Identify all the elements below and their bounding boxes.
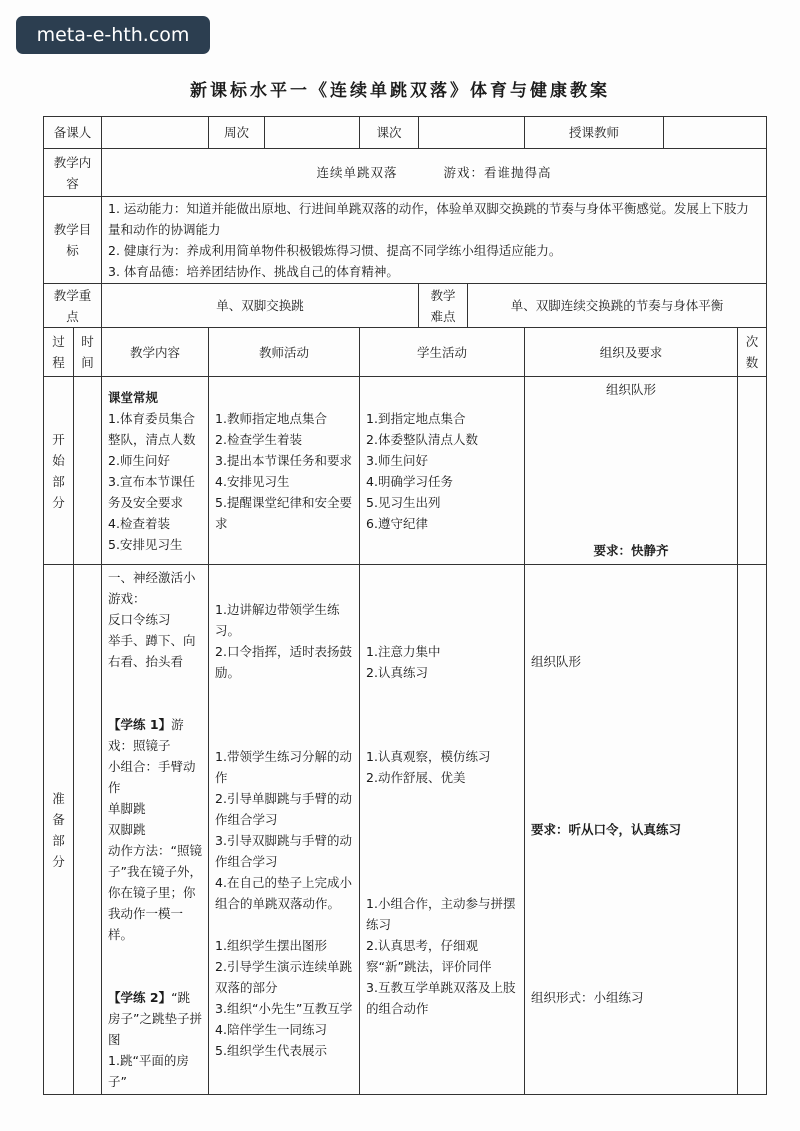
start-org-title: 组织队形 <box>606 381 657 397</box>
col-count: 次数 <box>738 328 767 377</box>
start-student-line: 5.见习生出列 <box>366 494 441 510</box>
lesson-plan-table <box>43 116 767 1095</box>
watermark: meta-e-hth.com <box>16 16 210 54</box>
prep-student-line: 1.小组合作，主动参与拼摆练习 <box>366 895 516 932</box>
prep-student-line: 1.认真观察，模仿练习 <box>366 748 491 764</box>
prep-student-line: 2.认真练习 <box>366 664 428 680</box>
col-process: 过程 <box>44 328 74 377</box>
content-label: 教学内容 <box>44 149 102 197</box>
prep-teacher-line: 5.组织学生代表展示 <box>215 1042 327 1058</box>
header-row <box>44 117 767 149</box>
start-content-line: 1.体育委员集合整队，清点人数 <box>108 410 196 447</box>
prep-content-line: 动作方法：“照镜子”我在镜子外，你在镜子里；你我动作一模一样。 <box>108 843 202 942</box>
prep-org-form: 组织形式：小组练习 <box>531 990 644 1005</box>
start-content-line: 2.师生问好 <box>108 452 170 468</box>
keypoints-row <box>44 284 767 328</box>
lesson-value <box>419 117 525 149</box>
start-content-line: 课堂常规 <box>108 389 159 405</box>
start-section-label: 开始部分 <box>44 377 74 565</box>
start-time <box>74 377 102 565</box>
drill-1-tag: 【学练 1】 <box>108 717 172 732</box>
start-teacher-line: 3.提出本节课任务和要求 <box>215 452 352 468</box>
preparer-label: 备课人 <box>44 117 102 149</box>
objective-item: 1. 运动能力：知道并能做出原地、行进间单跳双落的动作，体验单双脚交换跳的节奏与身体平衡感觉。发展上下肢力量和动作的协调能力 <box>108 201 749 237</box>
prep-teacher-line: 3.组织“小先生”互教互学 <box>215 1000 353 1016</box>
prep-content-line: 单脚跳 <box>108 801 146 816</box>
prep-content-line: 1.跳“平面的房子” <box>108 1053 189 1089</box>
prep-teacher-line: 4.陪伴学生一同练习 <box>215 1021 327 1037</box>
prep-content-line: “跳房子”之跳垫子拼图 <box>108 990 202 1047</box>
keypoint-label: 教学重点 <box>44 284 102 328</box>
prep-content-line: 一、神经激活小游戏： <box>108 570 196 606</box>
prep-content-line: 反口令练习 <box>108 612 171 627</box>
difficulty-value: 单、双脚连续交换跳的节奏与身体平衡 <box>468 284 767 328</box>
prep-content <box>102 565 209 1095</box>
start-teacher <box>209 377 360 565</box>
start-student <box>360 377 525 565</box>
prep-student-line: 2.认真思考，仔细观察“新”跳法，评价同伴 <box>366 937 492 974</box>
start-content-line: 4.检查着装 <box>108 515 170 531</box>
start-teacher-line: 5.提醒课堂纪律和安全要求 <box>215 494 352 531</box>
teacher-label: 授课教师 <box>525 117 664 149</box>
objectives-list <box>102 197 767 284</box>
start-count <box>738 377 767 565</box>
prep-teacher-line: 2.口令指挥，适时表扬鼓励。 <box>215 643 352 680</box>
difficulty-label: 教学难点 <box>419 284 468 328</box>
prep-student-line: 1.注意力集中 <box>366 643 441 659</box>
start-student-line: 6.遵守纪律 <box>366 515 428 531</box>
content-game: 游戏：看谁抛得高 <box>443 165 552 180</box>
objectives-label: 教学目标 <box>44 197 102 284</box>
drill-2-tag: 【学练 2】 <box>108 990 172 1005</box>
prep-org-formation: 组织队形 <box>531 654 582 669</box>
prep-time <box>74 565 102 1095</box>
content-value <box>102 149 767 197</box>
objective-item: 2. 健康行为：养成利用简单物件积极锻炼得习惯、提高不同学练小组得适应能力。 <box>108 243 562 258</box>
prep-teacher <box>209 565 360 1095</box>
objectives-row <box>44 197 767 284</box>
start-student-line: 4.明确学习任务 <box>366 473 453 489</box>
start-content-line: 3.宣布本节课任务及安全要求 <box>108 473 195 510</box>
prep-content-line: 小组合：手臂动作 <box>108 759 196 795</box>
prep-teacher-line: 2.引导单脚跳与手臂的动作组合学习 <box>215 790 352 827</box>
start-content <box>102 377 209 565</box>
prep-teacher-line: 3.引导双脚跳与手臂的动作组合学习 <box>215 832 352 869</box>
col-org: 组织及要求 <box>525 328 738 377</box>
col-time: 时间 <box>74 328 102 377</box>
prep-student-line: 2.动作舒展、优美 <box>366 769 466 785</box>
prep-section-row <box>44 565 767 1095</box>
start-teacher-line: 1.教师指定地点集合 <box>215 410 327 426</box>
objective-item: 3. 体育品德：培养团结协作、挑战自己的体育精神。 <box>108 264 399 279</box>
prep-student <box>360 565 525 1095</box>
col-content: 教学内容 <box>102 328 209 377</box>
prep-content-line: 游戏：照镜子 <box>108 717 184 753</box>
prep-content-line: 举手、蹲下、向右看、抬头看 <box>108 633 196 669</box>
prep-org-requirement: 要求：听从口令，认真练习 <box>531 822 682 837</box>
content-topic: 连续单跳双落 <box>316 165 398 180</box>
prep-teacher-line: 1.边讲解边带领学生练习。 <box>215 601 340 638</box>
teacher-value <box>664 117 767 149</box>
prep-teacher-line: 1.组织学生摆出图形 <box>215 937 327 953</box>
start-student-line: 1.到指定地点集合 <box>366 410 466 426</box>
start-content-line: 5.安排见习生 <box>108 536 183 552</box>
prep-teacher-line: 4.在自己的垫子上完成小组合的单跳双落动作。 <box>215 874 352 911</box>
start-student-line: 2.体委整队清点人数 <box>366 431 478 447</box>
preparer-value <box>102 117 209 149</box>
week-value <box>265 117 360 149</box>
col-student: 学生活动 <box>360 328 525 377</box>
prep-student-line: 3.互教互学单跳双落及上肢的组合动作 <box>366 979 516 1016</box>
col-teacher: 教师活动 <box>209 328 360 377</box>
prep-teacher-line: 1.带领学生练习分解的动作 <box>215 748 352 785</box>
start-student-line: 3.师生问好 <box>366 452 428 468</box>
content-row <box>44 149 767 197</box>
prep-org <box>525 565 738 1095</box>
prep-count <box>738 565 767 1095</box>
prep-content-line: 双脚跳 <box>108 822 146 837</box>
prep-teacher-line: 2.引导学生演示连续单跳双落的部分 <box>215 958 352 995</box>
lesson-label: 课次 <box>360 117 419 149</box>
document-title: 新课标水平一《连续单跳双落》体育与健康教案 <box>190 81 610 101</box>
start-teacher-line: 2.检查学生着装 <box>215 431 302 447</box>
start-org-requirement: 要求：快静齐 <box>593 542 669 558</box>
start-section-row <box>44 377 767 565</box>
prep-section-label: 准备部分 <box>44 565 74 1095</box>
week-label: 周次 <box>209 117 265 149</box>
column-header-row <box>44 328 767 377</box>
keypoint-value: 单、双脚交换跳 <box>102 284 419 328</box>
start-teacher-line: 4.安排见习生 <box>215 473 290 489</box>
start-org <box>525 377 738 565</box>
